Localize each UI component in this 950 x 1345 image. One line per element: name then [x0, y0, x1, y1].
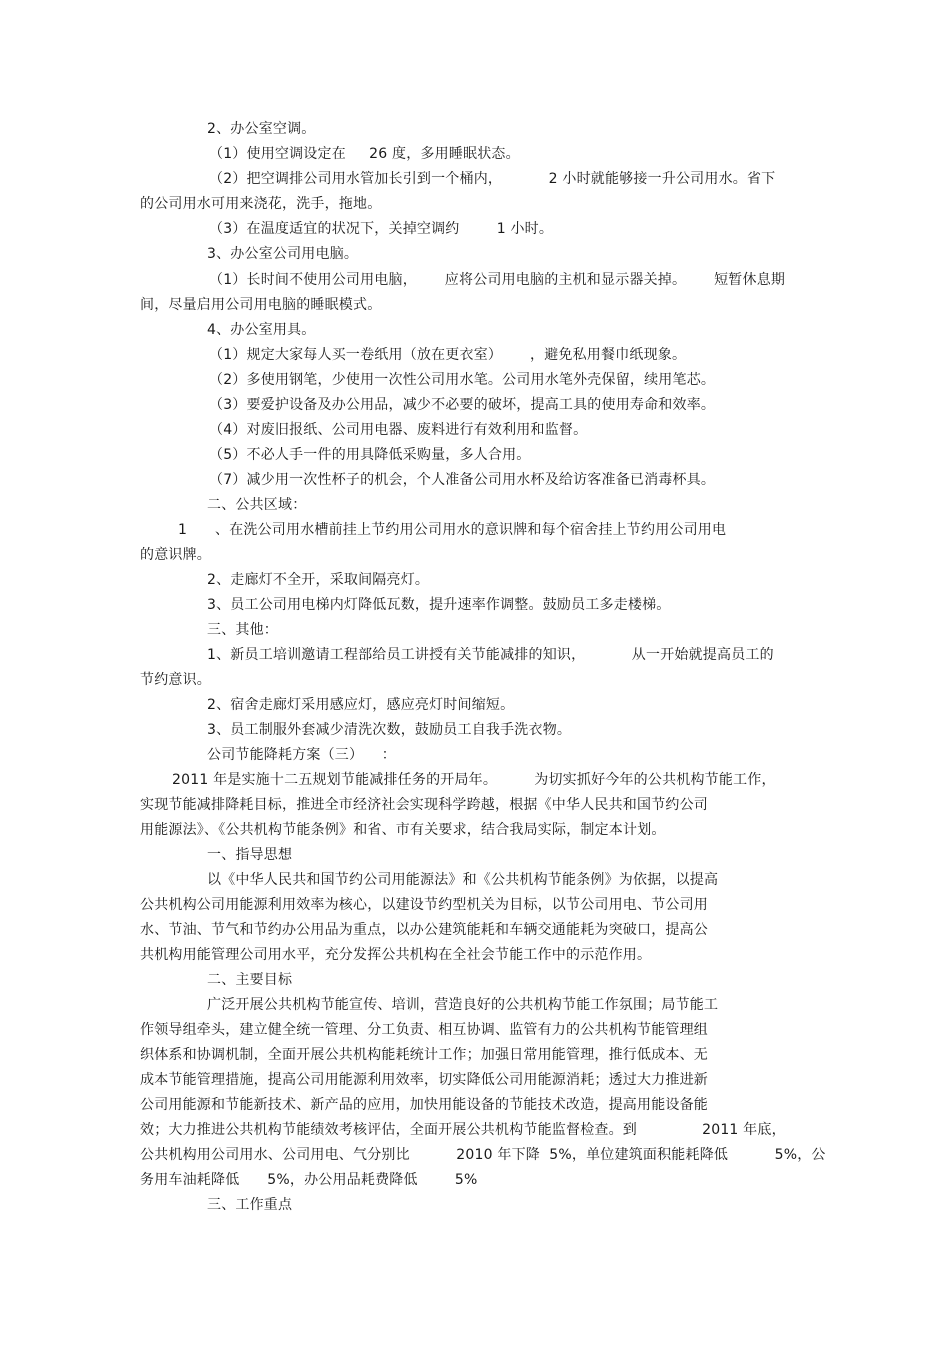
text-line: （4）对废旧报纸、公司用电器、废料进行有效利用和监督。 — [209, 422, 588, 438]
text-line: （7）减少用一次性杯子的机会，个人准备公司用水杯及给访客准备已消毒杯具。 — [209, 472, 716, 488]
text-line: 务用车油耗降低 5%，办公用品耗费降低 5% — [140, 1172, 478, 1188]
text-line: （3）在温度适宜的状况下，关掉空调约 1 小时。 — [209, 221, 554, 237]
text-line: 2、办公室空调。 — [207, 121, 316, 137]
text-line: 作领导组牵头，建立健全统一管理、分工负责、相互协调、监管有力的公共机构节能管理组 — [140, 1022, 708, 1038]
text-line: 公司用能源和节能新技术、新产品的应用，加快用能设备的节能技术改造，提高用能设备能 — [140, 1097, 708, 1113]
text-line: 公共机构用公司用水、公司用电、气分别比 2010 年下降 5%，单位建筑面积能耗降低 5%，公 — [140, 1147, 826, 1163]
section-heading: 一、指导思想 — [207, 847, 293, 863]
text-line: 3、员工公司用电梯内灯降低瓦数，提升速率作调整。鼓励员工多走楼梯。 — [207, 597, 671, 613]
text-line: 成本节能管理措施，提高公司用能源利用效率，切实降低公司用能源消耗；透过大力推进新 — [140, 1072, 708, 1088]
text-line: 间，尽量启用公司用电脑的睡眠模式。 — [140, 297, 382, 313]
text-line: 3、员工制服外套减少清洗次数，鼓励员工自我手洗衣物。 — [207, 722, 572, 738]
text-line: 4、办公室用具。 — [207, 322, 316, 338]
text-line: 2、宿舍走廊灯采用感应灯，感应亮灯时间缩短。 — [207, 697, 515, 713]
text-line: 公共机构公司用能源利用效率为核心，以建设节约型机关为目标，以节公司用电、节公司用 — [140, 897, 708, 913]
text-line: 节约意识。 — [140, 672, 211, 688]
text-line: 用能源法》、《公共机构节能条例》和省、市有关要求，结合我局实际，制定本计划。 — [140, 822, 666, 838]
text-line: 3、办公室公司用电脑。 — [207, 246, 359, 262]
text-line: （3）要爱护设备及办公用品，减少不必要的破坏，提高工具的使用寿命和效率。 — [209, 397, 716, 413]
text-line: 的公司用水可用来浇花，洗手，拖地。 — [140, 196, 382, 212]
text-line: 以《中华人民共和国节约公司用能源法》和《公共机构节能条例》为依据，以提高 — [207, 872, 719, 888]
text-line: 共机构用能管理公司用水平，充分发挥公共机构在全社会节能工作中的示范作用。 — [140, 947, 652, 963]
text-line: 2、走廊灯不全开，采取间隔亮灯。 — [207, 572, 430, 588]
section-heading: 三、其他： — [207, 622, 278, 638]
text-line: 水、节油、节气和节约办公用品为重点，以办公建筑能耗和车辆交通能耗为突破口，提高公 — [140, 922, 708, 938]
text-line: （2）多使用钢笔，少使用一次性公司用水笔。公司用水笔外壳保留，续用笔芯。 — [209, 372, 716, 388]
section-title: 公司节能降耗方案（三） ： — [207, 747, 396, 763]
text-line: 效；大力推进公共机构节能绩效考核评估，全面开展公共机构节能监督检查。到 2011 年底， — [140, 1122, 786, 1138]
text-line: （1）长时间不使用公司用电脑， 应将公司用电脑的主机和显示器关掉。 短暂休息期 — [209, 272, 786, 288]
text-line: 织体系和协调机制，全面开展公共机构能耗统计工作；加强日常用能管理，推行低成本、无 — [140, 1047, 708, 1063]
section-heading: 二、公共区域： — [207, 497, 307, 513]
text-line: 广泛开展公共机构节能宣传、培训，营造良好的公共机构节能工作氛围；局节能工 — [207, 997, 719, 1013]
text-line: 的意识牌。 — [140, 547, 211, 563]
text-line: （1）使用空调设定在 26 度，多用睡眠状态。 — [209, 146, 520, 162]
section-heading: 三、工作重点 — [207, 1197, 293, 1213]
text-line: 1、新员工培训邀请工程部给员工讲授有关节能减排的知识， 从一开始就提高员工的 — [207, 647, 774, 663]
section-heading: 二、主要目标 — [207, 972, 293, 988]
text-line: 实现节能减排降耗目标，推进全市经济社会实现科学跨越，根据《中华人民共和国节约公司 — [140, 797, 708, 813]
text-line: （1）规定大家每人买一卷纸用（放在更衣室） ，避免私用餐巾纸现象。 — [209, 347, 687, 363]
text-line: （5）不必人手一件的用具降低采购量，多人合用。 — [209, 447, 531, 463]
text-line: 1 、在洗公司用水槽前挂上节约用公司用水的意识牌和每个宿舍挂上节约用公司用电 — [178, 522, 727, 538]
text-line: 2011 年是实施十二五规划节能减排任务的开局年。 为切实抓好今年的公共机构节能工作， — [172, 772, 776, 788]
text-line: （2）把空调排公司用水管加长引到一个桶内， 2 小时就能够接一升公司用水。省下 — [209, 171, 776, 187]
